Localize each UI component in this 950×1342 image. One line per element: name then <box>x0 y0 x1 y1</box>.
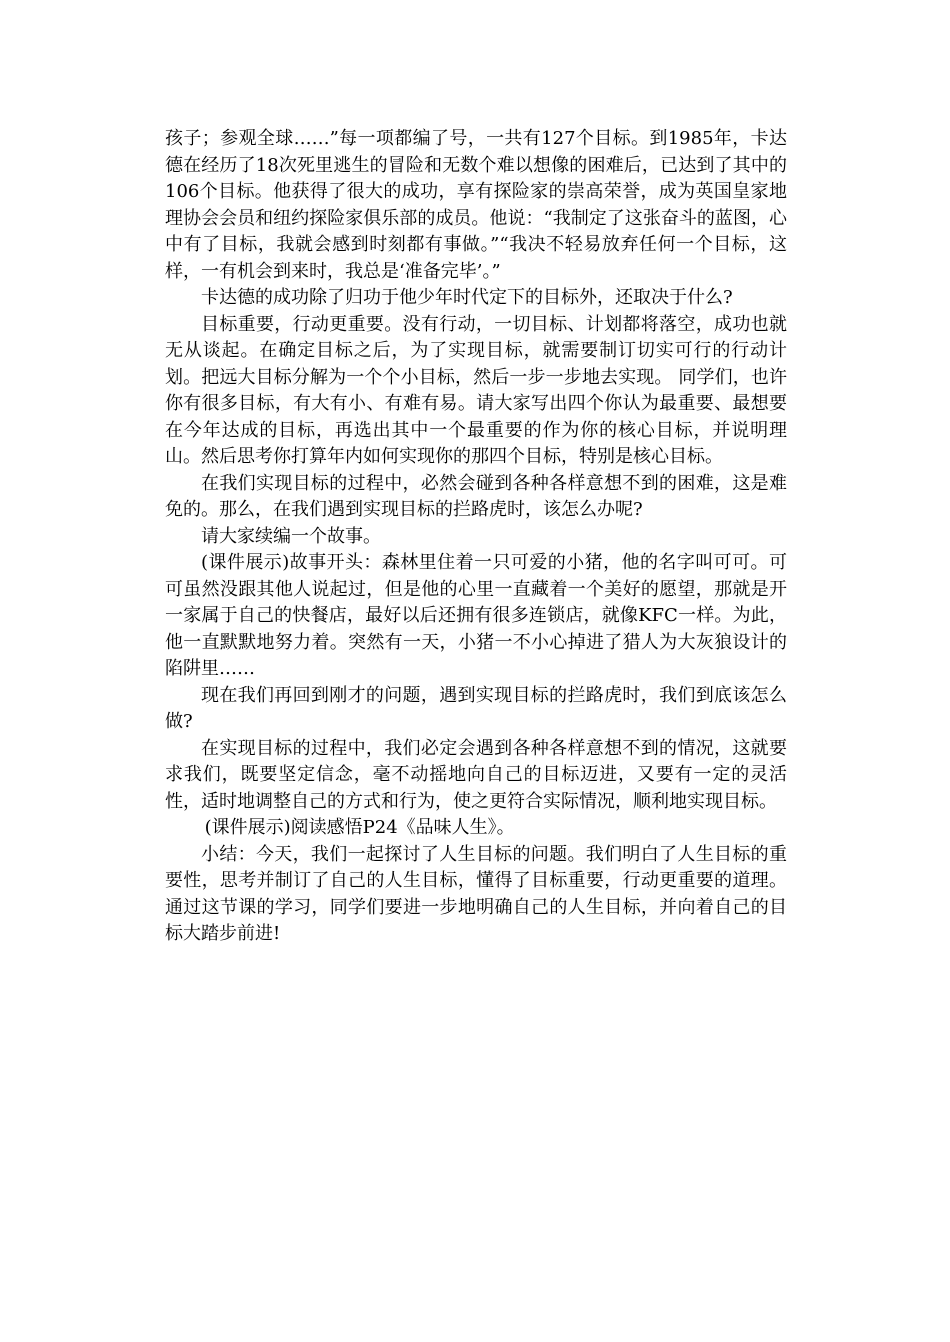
paragraph-return-question: 现在我们再回到刚才的问题，遇到实现目标的拦路虎时，我们到底该怎么做? <box>165 684 787 732</box>
paragraph-story-prompt: 请大家续编一个故事。 <box>201 525 381 547</box>
paragraph-reading-reflection: (课件展示)阅读感悟P24《品味人生》。 <box>204 817 515 838</box>
paragraph-flexibility: 在实现目标的过程中，我们必定会遇到各种各样意想不到的情况，这就要求我们，既要坚定信念，毫不动摇地向自己的目标迈进，又要有一定的灵活性，适时地调整自己的方式和行为，使之更符合实际情况，顺利地实现目标。 <box>165 737 787 812</box>
paragraph-difficulties: 在我们实现目标的过程中，必然会碰到各种各样意想不到的困难，这是难免的。那么，在我们遇到实现目标的拦路虎时，该怎么办呢? <box>165 472 787 520</box>
paragraph-summary: 小结：今天，我们一起探讨了人生目标的问题。我们明白了人生目标的重要性，思考并制订了自己的人生目标，懂得了目标重要，行动更重要的道理。通过这节课的学习，同学们要进一步地明确自己的人生目标，并向着自己的目标大踏步前进! <box>165 843 787 944</box>
document-page <box>165 126 787 948</box>
paragraph-question-success: 卡达德的成功除了归功于他少年时代定下的目标外，还取决于什么? <box>201 287 733 308</box>
paragraph-action-matters: 目标重要，行动更重要。没有行动，一切目标、计划都将落空，成功也就无从谈起。在确定目标之后，为了实现目标，就需要制订切实可行的行动计划。把远大目标分解为一个个小目标，然后一步一步地去实现。 同学们，也许你有很多目标，有大有小、有难有易。请大家写出四个你认为最重要、最想要在今年达成的目标，再选出其中一个最重要的作为你的核心目标，并说明理山。然后思考你打算年内如何实现你的那四个目标，特别是核心目标。 <box>165 313 787 467</box>
paragraph-continuation: 孩子；参观全球……”每一项都编了号，一共有127个目标。到1985年，卡达德在经历了18次死里逃生的冒险和无数个难以想像的困难后，已达到了其中的106个目标。他获得了很大的成功，享有探险家的崇高荣誉，成为英国皇家地理协会会员和纽约探险家俱乐部的成员。他说：“我制定了这张奋斗的蓝图，心中有了目标，我就会感到时刻都有事做。”“我决不轻易放弃任何一个目标，这样，一有机会到来时，我总是‘准备完毕’。” <box>165 128 787 282</box>
paragraph-story-opening: (课件展示)故事开头：森林里住着一只可爱的小猪，他的名字叫可可。可可虽然没跟其他人说起过，但是他的心里一直藏着一个美好的愿望，那就是开一家属于自己的快餐店，最好以后还拥有很多连锁店，就像KFC一样。为此，他一直默默地努力着。突然有一天，小猪一不小心掉进了猎人为大灰狼设计的陷阱里…… <box>165 552 787 679</box>
